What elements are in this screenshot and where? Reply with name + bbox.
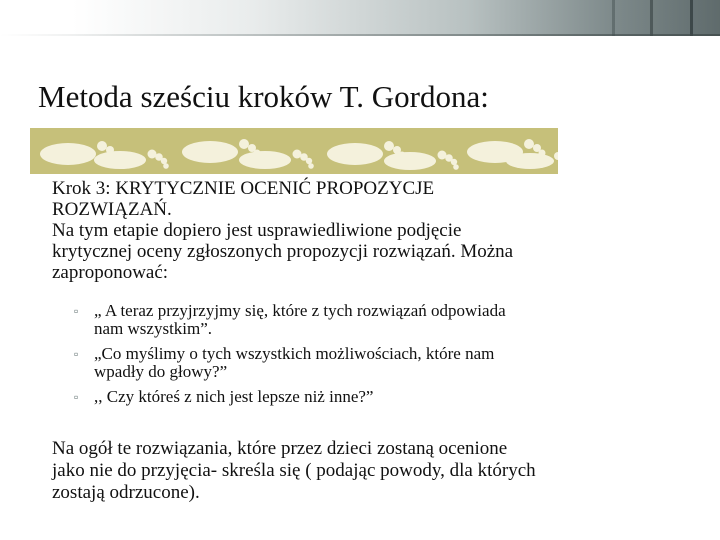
paragraph-line: krytycznej oceny zgłoszonych propozycji rozwiązań. Można	[52, 241, 514, 262]
bullet-square-icon: ▫	[74, 390, 79, 404]
bullet-text-line: wpadły do głowy?”	[94, 362, 228, 381]
band-divider	[650, 0, 653, 36]
closing-line: jako nie do przyjęcia- skreśla się ( podając powody, dla których	[52, 460, 536, 481]
closing-paragraph	[52, 438, 692, 504]
closing-line: Na ogół te rozwiązania, które przez dzieci zostaną ocenione	[52, 438, 508, 459]
band-divider	[690, 0, 693, 36]
step-heading-line: Krok 3: KRYTYCZNIE OCENIĆ PROPOZYCJE	[52, 178, 435, 199]
bullet-text-line: „Co myślimy o tych wszystkich możliwościach, które nam	[94, 344, 495, 363]
closing-line: zostają odrzucone).	[52, 482, 200, 503]
top-decorative-band	[0, 0, 720, 36]
list-item	[74, 345, 674, 381]
bullet-list	[74, 302, 674, 413]
bullet-square-icon: ▫	[74, 347, 79, 361]
paragraph-line: Na tym etapie dopiero jest usprawiedliwione podjęcie	[52, 220, 462, 241]
band-rule	[0, 34, 720, 36]
step-heading-line: ROZWIĄZAŃ.	[52, 199, 172, 220]
step-description	[52, 178, 692, 283]
bullet-text-line: ,, Czy któreś z nich jest lepsze niż inne?”	[94, 387, 374, 406]
bullet-text-line: nam wszystkim”.	[94, 319, 213, 338]
band-divider	[612, 0, 615, 36]
paragraph-line: zaproponować:	[52, 262, 169, 283]
slide-title: Metoda sześciu kroków T. Gordona:	[38, 79, 489, 114]
footprints-svg	[30, 128, 558, 174]
list-item	[74, 388, 674, 406]
bullet-square-icon: ▫	[74, 304, 79, 318]
footprints-icon	[30, 128, 558, 174]
list-item	[74, 302, 674, 338]
bullet-text-line: „ A teraz przyjrzyjmy się, które z tych rozwiązań odpowiada	[94, 301, 506, 320]
